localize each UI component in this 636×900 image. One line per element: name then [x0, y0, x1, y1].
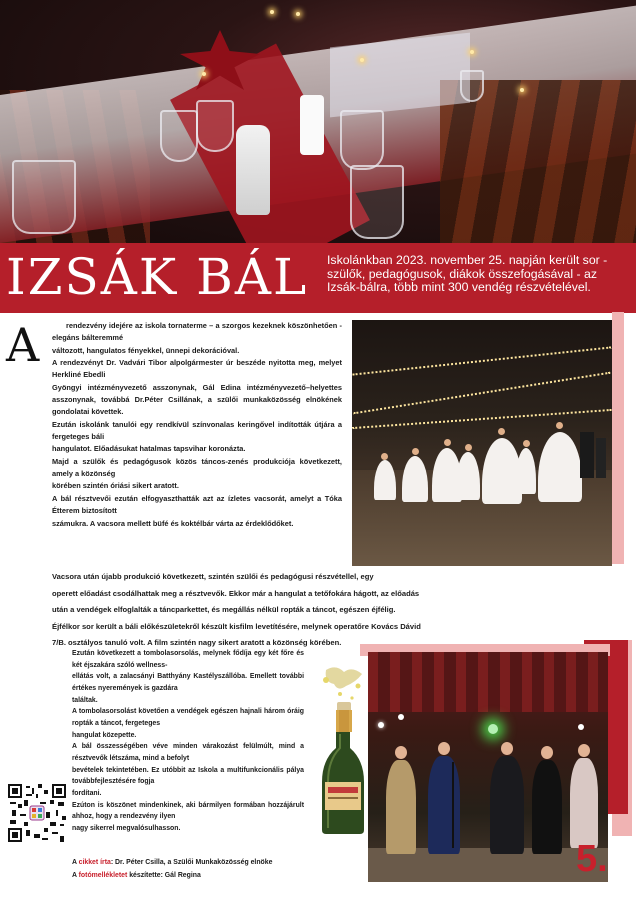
photo-ball-dancers [352, 320, 612, 566]
paragraph: rendezvény idejére az iskola tornaterme – a szorgos kezeknek köszönhetően - elegáns bálteremmé [52, 321, 342, 343]
paragraph: A tombolasorsolást követően a vendégek egészen hajnali három óráig ropták a táncot, fergeteges [72, 708, 304, 727]
photo-stage-speakers [368, 652, 608, 882]
drop-cap: A [6, 318, 40, 372]
page-title: IZSÁK BÁL [6, 248, 309, 306]
article-credits [72, 856, 312, 882]
paragraph: után a vendégek elfoglalták a táncparkettet, és megállás nélkül ropták a táncot, egészen éjfélig. [52, 605, 396, 614]
paragraph: A rendezvényt Dr. Vadvári Tibor alpolgármester úr beszéde nyitotta meg, melyet Herkliné Ebedli [52, 358, 342, 380]
paragraph: Ezután következett a tombolasorsolás, melynek fődíja egy két főre és két éjszakára szóló wellness- [72, 650, 304, 669]
article-wide-section [52, 569, 610, 652]
decorative-frame-top [612, 312, 624, 564]
paragraph: A bál résztvevői ezután elfogyaszthatták azt az ízletes vacsorát, amelyt a Tóka Étterem biztosított [52, 493, 342, 516]
hero-photo-banquet-tables [0, 0, 636, 243]
article-column-1 [52, 320, 342, 530]
paragraph: Vacsora után újabb produkció következett, szintén szülői és pedagógusi részvétellel, egy [52, 572, 374, 581]
paragraph: Gyöngyi intézményvezető asszonynak, Gál Edina intézményvezető–helyettes asszonynak, továbbá Dr.Péter Csillának, a szülői munkaközösség elnökének gondolatai követtek. [52, 382, 342, 417]
paragraph: operett előadást csodálhattak meg a résztvevők. Ekkor már a hangulat a tetőfokára hágott, az előadás [52, 588, 420, 598]
paragraph: Éjfélkor sor került a báli előkészületekről készült kisfilm levetítésére, melynek operatőre Kovács Dávid [52, 621, 421, 631]
paragraph: hangulatot. Előadásukat hatalmas tapsvihar koronázta. [52, 444, 246, 454]
author-credit: A cikket írta: Dr. Péter Csilla, a Szülői Munkaközösség elnöke [72, 859, 273, 866]
paragraph: számukra. A vacsora mellett büfé és koktélbár várta az érdeklődőket. [52, 518, 294, 528]
article-column-2 [72, 648, 304, 835]
paragraph: találtak. [72, 696, 98, 704]
paragraph: körében szintén óriási sikert aratott. [52, 481, 179, 491]
paragraph: Majd a szülők és pedagógusok közös táncos-zenés produkciója következett, amely a közönség [52, 456, 342, 479]
paragraph: nagy sikerrel megvalósulhasson. [72, 824, 181, 832]
paragraph: ellátás volt, a zalacsányi Batthyány Kastélyszállóba. Emellett további értékes nyeremények is gazdára [72, 673, 304, 692]
champagne-bottle-icon [316, 664, 370, 836]
paragraph: Ezúton is köszönet mindenkinek, aki bármilyen formában hozzájárult ahhoz, hogy a rendezvény ilyen [72, 801, 304, 821]
paragraph: 7/B. osztályos tanuló volt. A film szintén nagy sikert aratott a közönség körében. [52, 638, 342, 647]
paragraph: változott, hangulatos fényekkel, ünnepi dekorációval. [52, 345, 240, 355]
photo-credit: A fotómellékletet készítette: Gál Regina [72, 872, 201, 879]
paragraph: bevételek tekintetében. Ez utóbbit az Iskola a multifunkcionális pálya továbbfejlesztésére fogja [72, 766, 304, 786]
qr-code-icon[interactable] [8, 784, 66, 842]
paragraph: Ezután iskolánk tanulói egy rendkívül színvonalas keringővel indították útjára a fergeteges báli [52, 419, 342, 442]
paragraph: hangulat közepette. [72, 731, 137, 739]
paragraph: fordítani. [72, 789, 102, 797]
page-number: 5. [576, 838, 608, 880]
page-subtitle: Iskolánkban 2023. november 25. napján került sor - szülők, pedagógusok, diákok összefogásával - az Izsák-bálra, több mint 300 vendég részvételével. [327, 253, 608, 295]
paragraph: A bál összességében véve minden várakozást felülmúlt, mind a résztvevők létszáma, mind a befolyt [72, 743, 304, 762]
